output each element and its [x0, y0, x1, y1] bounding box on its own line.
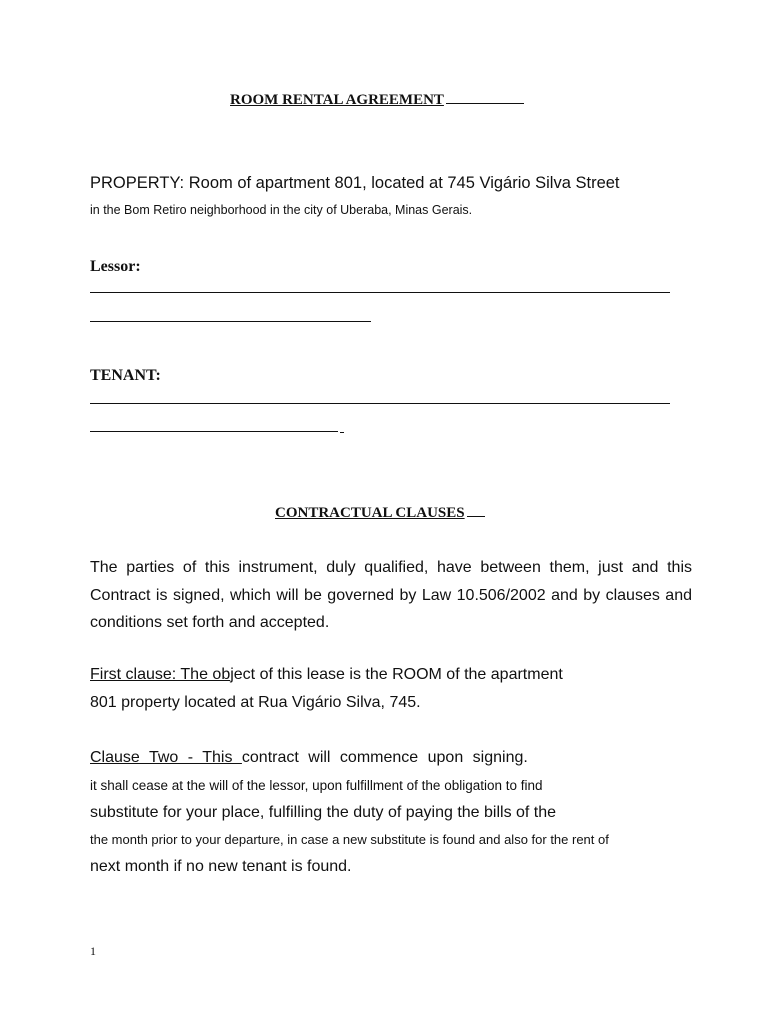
section-title: CONTRACTUAL CLAUSES	[275, 505, 485, 522]
lessor-blank-line-2	[90, 321, 371, 322]
lessor-blank-line-1	[90, 292, 670, 293]
clause-two-line-3: substitute for your place, fulfilling the duty of paying the bills of the	[90, 804, 557, 821]
clause-one-line-2: 801 property located at Rua Vigário Silva, 745.	[90, 694, 421, 711]
clause-two-line-2: it shall cease at the will of the lessor, upon fulfillment of the obligation to find	[90, 778, 543, 793]
clause-two-line-5: next month if no new tenant is found.	[90, 858, 352, 875]
tenant-blank-line-2	[90, 431, 338, 432]
section-underline-trail	[467, 515, 485, 517]
tenant-blank-line-1	[90, 403, 670, 404]
lessor-label: Lessor:	[90, 258, 141, 275]
clause-one-rest: ject of this lease is the ROOM of the apartment	[230, 666, 563, 683]
clause-two-rest: contract will commence upon signing.	[241, 749, 528, 766]
page-number: 1	[90, 944, 96, 958]
clause-one-label: First clause: The ob	[90, 666, 231, 683]
property-line: PROPERTY: Room of apartment 801, located at 745 Vigário Silva Street	[90, 174, 620, 192]
clause-two-line-4: the month prior to your departure, in case a new substitute is found and also for the rent of	[90, 832, 609, 847]
title-underline-trail	[446, 102, 524, 104]
document-title: ROOM RENTAL AGREEMENT	[230, 92, 524, 109]
intro-paragraph: The parties of this instrument, duly qualified, have between them, just and this Contract is signed, which will be governed by Law 10.506/2002 and by clauses and conditions set forth and accepted.	[90, 559, 692, 631]
property-detail: in the Bom Retiro neighborhood in the city of Uberaba, Minas Gerais.	[90, 203, 473, 217]
clause-two-line-1	[90, 749, 528, 767]
clause-two-label: Clause Two - This	[90, 749, 242, 766]
tenant-label: TENANT:	[90, 367, 161, 384]
tenant-blank-line-tail	[340, 432, 344, 433]
clause-one-line-1	[90, 666, 563, 684]
